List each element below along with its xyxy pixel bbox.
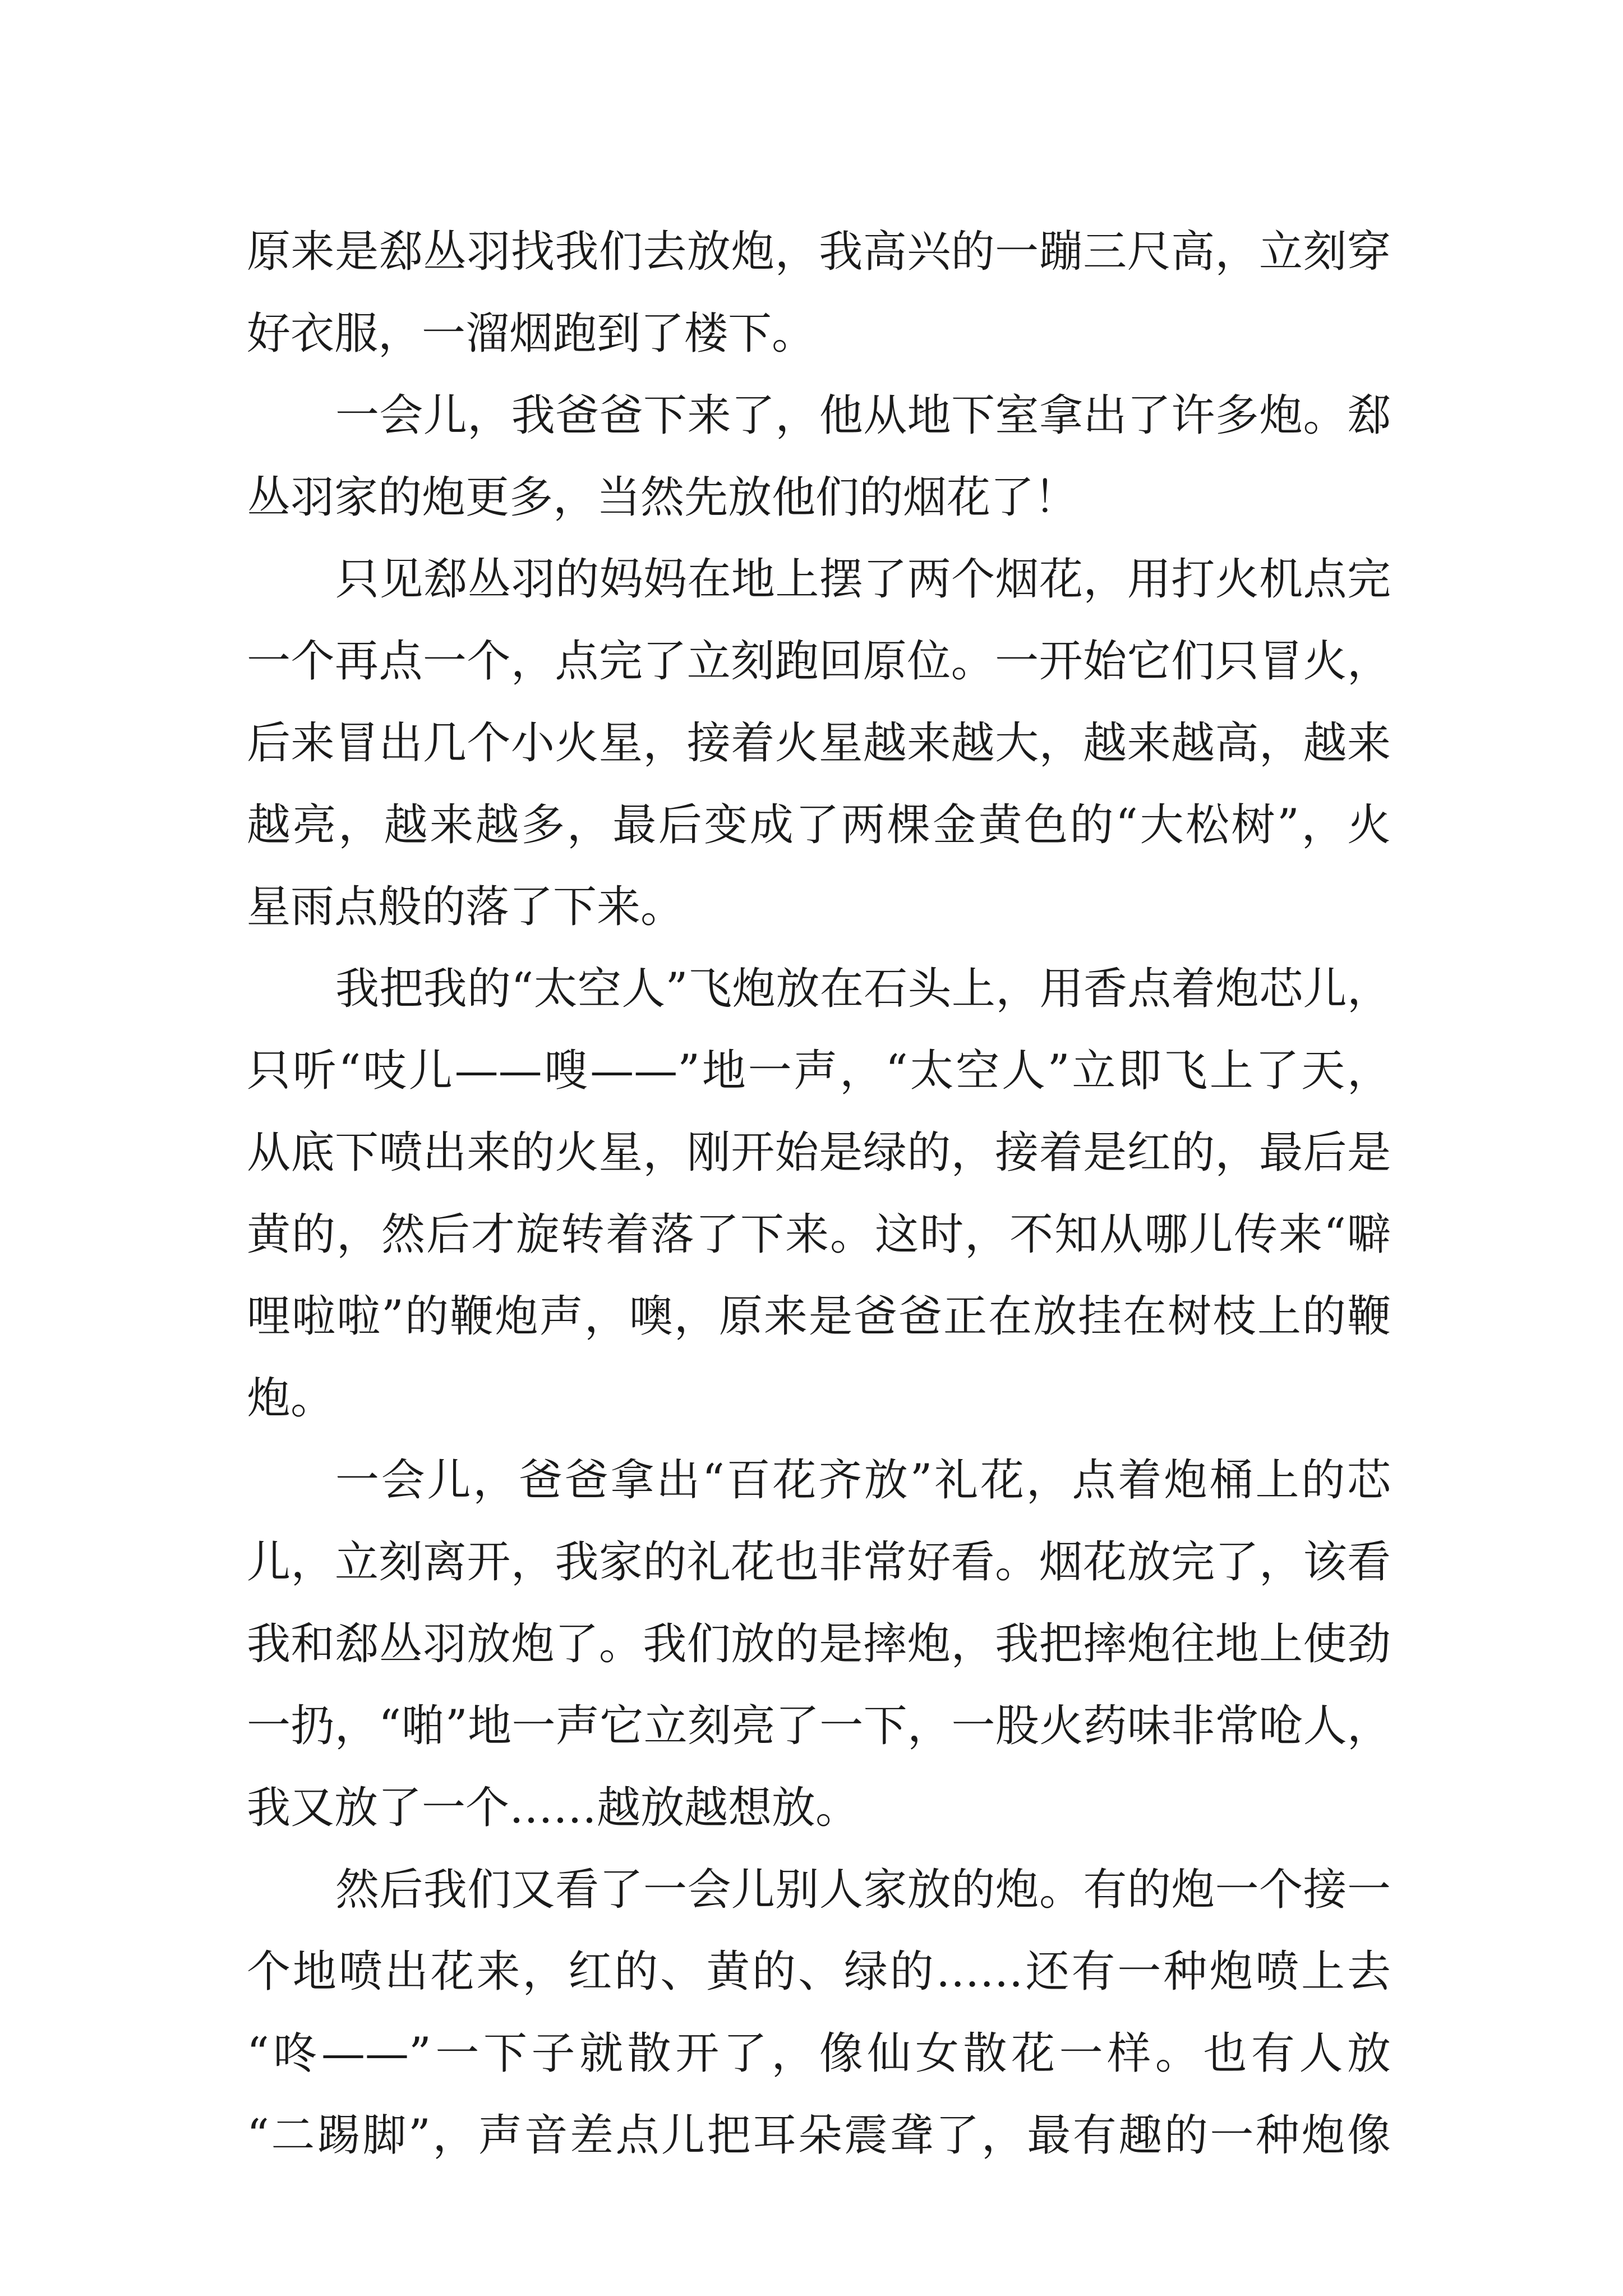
text-line: 炮。	[247, 1373, 335, 1424]
text-line: 只听“吱儿——嗖——”地一声，“太空人”立即飞上了天，	[247, 1046, 1391, 1096]
text-line: 从底下喷出来的火星，刚开始是绿的，接着是红的，最后是	[247, 1128, 1391, 1178]
text-line: 黄的，然后才旋转着落了下来。这时，不知从哪儿传来“噼	[247, 1209, 1391, 1260]
text-line: 后来冒出几个小火星，接着火星越来越大，越来越高，越来	[247, 718, 1391, 769]
text-line: 一会儿，爸爸拿出“百花齐放”礼花，点着炮桶上的芯	[335, 1455, 1391, 1506]
text-line: 我和郄丛羽放炮了。我们放的是摔炮，我把摔炮往地上使劲	[247, 1619, 1391, 1669]
text-line: “二踢脚”，声音差点儿把耳朵震聋了，最有趣的一种炮像	[247, 2110, 1391, 2161]
paragraph	[247, 539, 1391, 948]
paragraph	[247, 1439, 1391, 1849]
document-body	[247, 211, 1391, 2177]
text-line: 哩啦啦”的鞭炮声，噢，原来是爸爸正在放挂在树枝上的鞭	[247, 1291, 1391, 1342]
paragraph	[247, 948, 1391, 1439]
paragraph	[247, 211, 1391, 375]
text-line: 一会儿，我爸爸下来了，他从地下室拿出了许多炮。郄	[335, 390, 1391, 441]
text-line: 一扔，“啪”地一声它立刻亮了一下，一股火药味非常呛人，	[247, 1701, 1391, 1751]
text-line: 只见郄丛羽的妈妈在地上摆了两个烟花，用打火机点完	[335, 554, 1391, 605]
text-line: 越亮，越来越多，最后变成了两棵金黄色的“大松树”，火	[247, 800, 1391, 850]
text-line: 丛羽家的炮更多，当然先放他们的烟花了！	[247, 472, 1078, 523]
text-line: 个地喷出花来，红的、黄的、绿的……还有一种炮喷上去	[247, 1947, 1391, 1997]
text-line: 一个再点一个，点完了立刻跑回原位。一开始它们只冒火，	[247, 636, 1391, 687]
text-line: 好衣服，一溜烟跑到了楼下。	[247, 309, 816, 359]
text-line: 我又放了一个……越放越想放。	[247, 1783, 860, 1833]
text-line: 我把我的“太空人”飞炮放在石头上，用香点着炮芯儿，	[335, 964, 1391, 1014]
paragraph	[247, 1849, 1391, 2177]
text-line: 儿，立刻离开，我家的礼花也非常好看。烟花放完了，该看	[247, 1537, 1391, 1588]
paragraph	[247, 375, 1391, 539]
text-line: 然后我们又看了一会儿别人家放的炮。有的炮一个接一	[335, 1865, 1391, 1915]
text-line: 原来是郄丛羽找我们去放炮，我高兴的一蹦三尺高，立刻穿	[247, 227, 1391, 277]
text-line: “咚——”一下子就散开了，像仙女散花一样。也有人放	[247, 2028, 1391, 2079]
text-line: 星雨点般的落了下来。	[247, 882, 685, 932]
